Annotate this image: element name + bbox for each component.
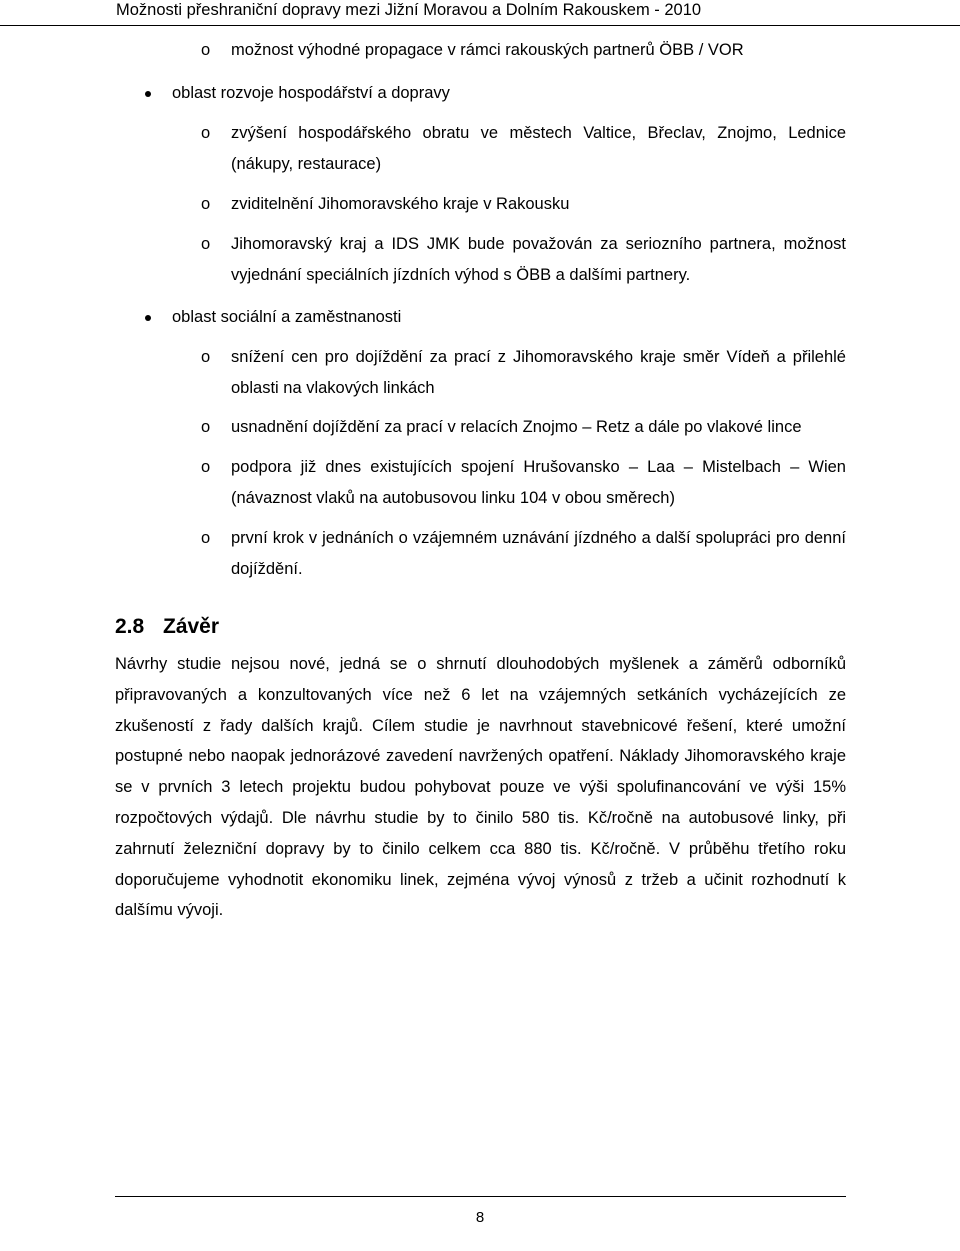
section-title: Závěr bbox=[163, 615, 220, 638]
list-item: Jihomoravský kraj a IDS JMK bude považován za seriozního partnera, možnost vyjednání speciálních jízdních výhod s ÖBB a dalšími partnery. bbox=[231, 235, 846, 284]
list-item-category: oblast rozvoje hospodářství a dopravy bbox=[172, 84, 450, 102]
body-paragraph: Návrhy studie nejsou nové, jedná se o shrnutí dlouhodobých myšlenek a záměrů odborníků připravovaných a konzultovaných více než 6 let na vzájemných setkáních vycházejících ze zkušeností z řady dalších krajů. Cílem studie je navrhnout stavebnicové řešení, které umožní postupné nebo naopak jednorázové zavedení navržených opatření. Náklady Jihomoravského kraje se v prvních 3 letech projektu budou pohybovat pouze ve výši spolufinancování ve výši 15% rozpočtových výdajů. Dle návrhu studie by to činilo 580 tis. Kč/ročně na autobusové linky, při zahrnutí železniční dopravy by to činilo celkem cca 880 tis. Kč/ročně. V průběhu třetího roku doporučujeme vyhodnotit ekonomiku linek, zejména vývoj výnosů z tržeb a učinit rozhodnutí k dalšímu vývoji. bbox=[115, 655, 846, 920]
footer-divider bbox=[115, 1196, 846, 1197]
circle-bullet-icon: o bbox=[201, 418, 211, 436]
header-title: Možnosti přeshraniční dopravy mezi Jižní Moravou a Dolním Rakouskem - 2010 bbox=[116, 1, 702, 19]
circle-bullet-icon: o bbox=[201, 124, 211, 142]
circle-bullet-icon: o bbox=[201, 195, 211, 213]
circle-bullet-icon: o bbox=[201, 529, 211, 547]
list-item: zvýšení hospodářského obratu ve městech Valtice, Břeclav, Znojmo, Lednice (nákupy, restaurace) bbox=[231, 124, 846, 173]
list-item: zviditelnění Jihomoravského kraje v Rakousku bbox=[231, 195, 570, 213]
list-item: první krok v jednáních o vzájemném uznávání jízdného a další spolupráci pro denní dojíždění. bbox=[231, 529, 846, 578]
circle-bullet-icon: o bbox=[201, 235, 211, 253]
list-item: možnost výhodné propagace v rámci rakouských partnerů ÖBB / VOR bbox=[231, 41, 744, 59]
running-header bbox=[0, 0, 960, 26]
disc-bullet-icon bbox=[145, 315, 151, 321]
circle-bullet-icon: o bbox=[201, 348, 211, 366]
circle-bullet-icon: o bbox=[201, 458, 211, 476]
list-item: snížení cen pro dojíždění za prací z Jihomoravského kraje směr Vídeň a přilehlé oblasti na vlakových linkách bbox=[231, 348, 846, 397]
circle-bullet-icon: o bbox=[201, 41, 211, 59]
disc-bullet-icon bbox=[145, 91, 151, 97]
list-item-category: oblast sociální a zaměstnanosti bbox=[172, 308, 402, 326]
list-item: podpora již dnes existujících spojení Hrušovansko – Laa – Mistelbach – Wien (návaznost vlaků na autobusovou linku 104 v obou směrech) bbox=[231, 458, 846, 507]
list-item: usnadnění dojíždění za prací v relacích Znojmo – Retz a dále po vlakové lince bbox=[231, 418, 802, 436]
page-number: 8 bbox=[475, 1209, 485, 1226]
section-heading bbox=[115, 612, 219, 642]
section-number: 2.8 bbox=[115, 615, 145, 638]
